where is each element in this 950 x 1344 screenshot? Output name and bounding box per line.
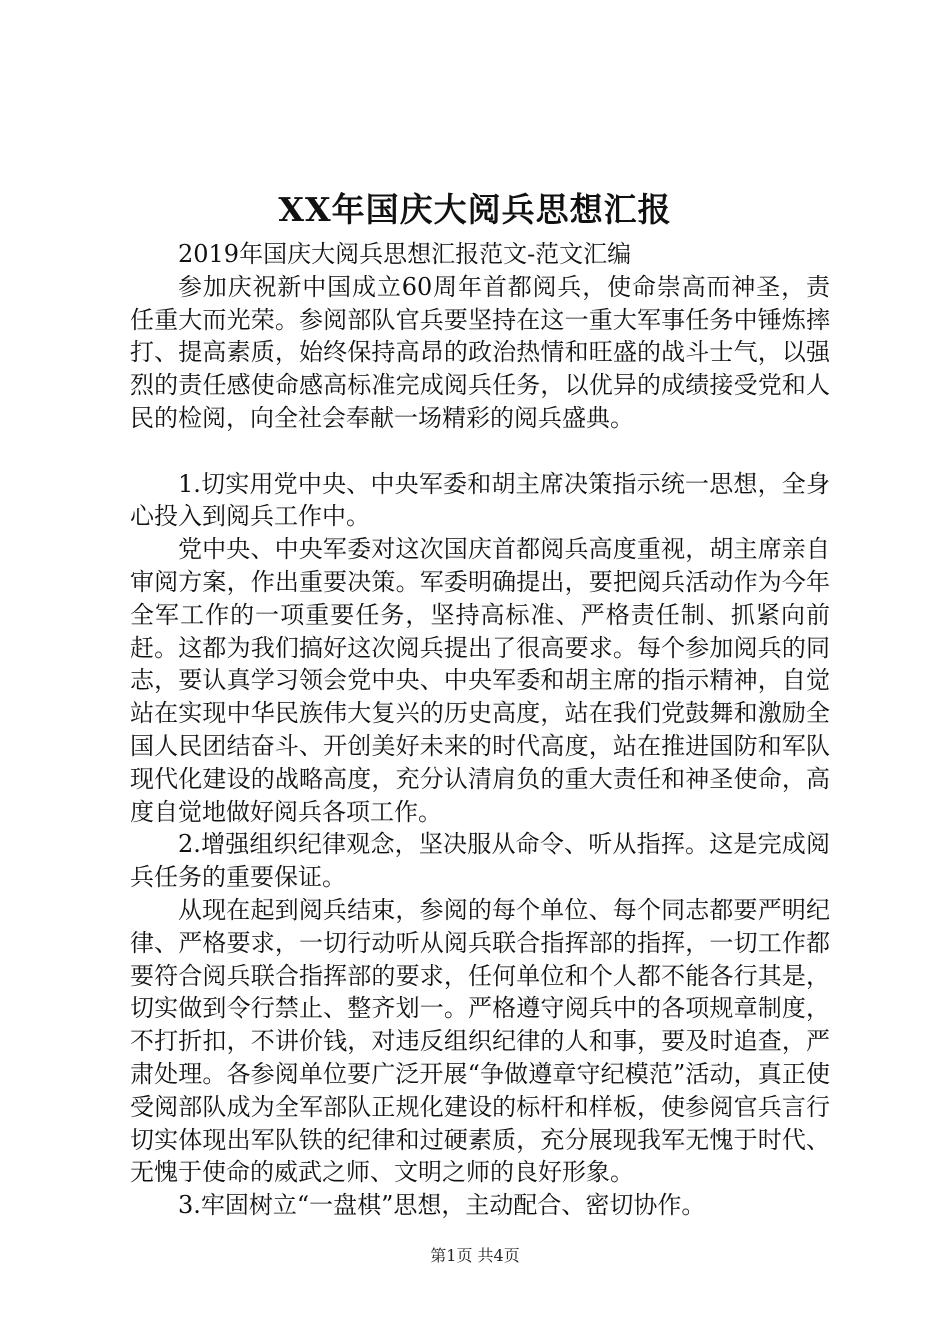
section-heading-2: 2.增强组织纪律观念，坚决服从命令、听从指挥。这是完成阅兵任务的重要保证。 — [130, 830, 830, 892]
subtitle-paragraph: 2019年国庆大阅兵思想汇报范文-范文汇编 — [178, 240, 632, 268]
section-heading-1: 1.切实用党中央、中央军委和胡主席决策指示统一思想，全身心投入到阅兵工作中。 — [130, 469, 830, 531]
section-body-2: 从现在起到阅兵结束，参阅的每个单位、每个同志都要严明纪律、严格要求，一切行动听从阅兵联合指挥部的指挥，一切工作都要符合阅兵联合指挥部的要求，任何单位和个人都不能各行其是，切实做到令行禁止、整齐划一。严格遵守阅兵中的各项规章制度，不打折扣，不讲价钱，对违反组织纪律的人和事，要及时追查，严肃处理。各参阅单位要广泛开展“争做遵章守纪模范”活动，真正使受阅部队成为全军部队正规化建设的标杆和样板，使参阅官兵言行切实体现出军队铁的纪律和过硬素质，充分展现我军无愧于时代、无愧于使命的威武之师、文明之师的良好形象。 — [130, 895, 830, 1187]
document-title: XX年国庆大阅兵思想汇报 — [278, 190, 672, 229]
section-body-1: 党中央、中央军委对这次国庆首都阅兵高度重视，胡主席亲自审阅方案，作出重要决策。军委明确提出，要把阅兵活动作为今年全军工作的一项重要任务，坚持高标准、严格责任制、抓紧向前赶。这都为我们搞好这次阅兵提出了很高要求。每个参加阅兵的同志，要认真学习领会党中央、中央军委和胡主席的指示精神，自觉站在实现中华民族伟大复兴的历史高度，站在我们党鼓舞和激励全国人民团结奋斗、开创美好未来的时代高度，站在推进国防和军队现代化建设的战略高度，充分认清肩负的重大责任和神圣使命，高度自觉地做好阅兵各项工作。 — [130, 535, 830, 826]
intro-paragraph: 参加庆祝新中国成立60周年首都阅兵，使命崇高而神圣，责任重大而光荣。参阅部队官兵要坚持在这一重大军事任务中锤炼摔打、提高素质，始终保持高昂的政治热情和旺盛的战斗士气，以强烈的责任感使命感高标准完成阅兵任务，以优异的成绩接受党和人民的检阅，向全社会奉献一场精彩的阅兵盛典。 — [130, 272, 830, 432]
section-heading-3: 3.牢固树立“一盘棋”思想，主动配合、密切协作。 — [178, 1191, 706, 1220]
document-body — [130, 238, 830, 1222]
page-footer: 第1页 共4页 — [430, 1246, 520, 1265]
